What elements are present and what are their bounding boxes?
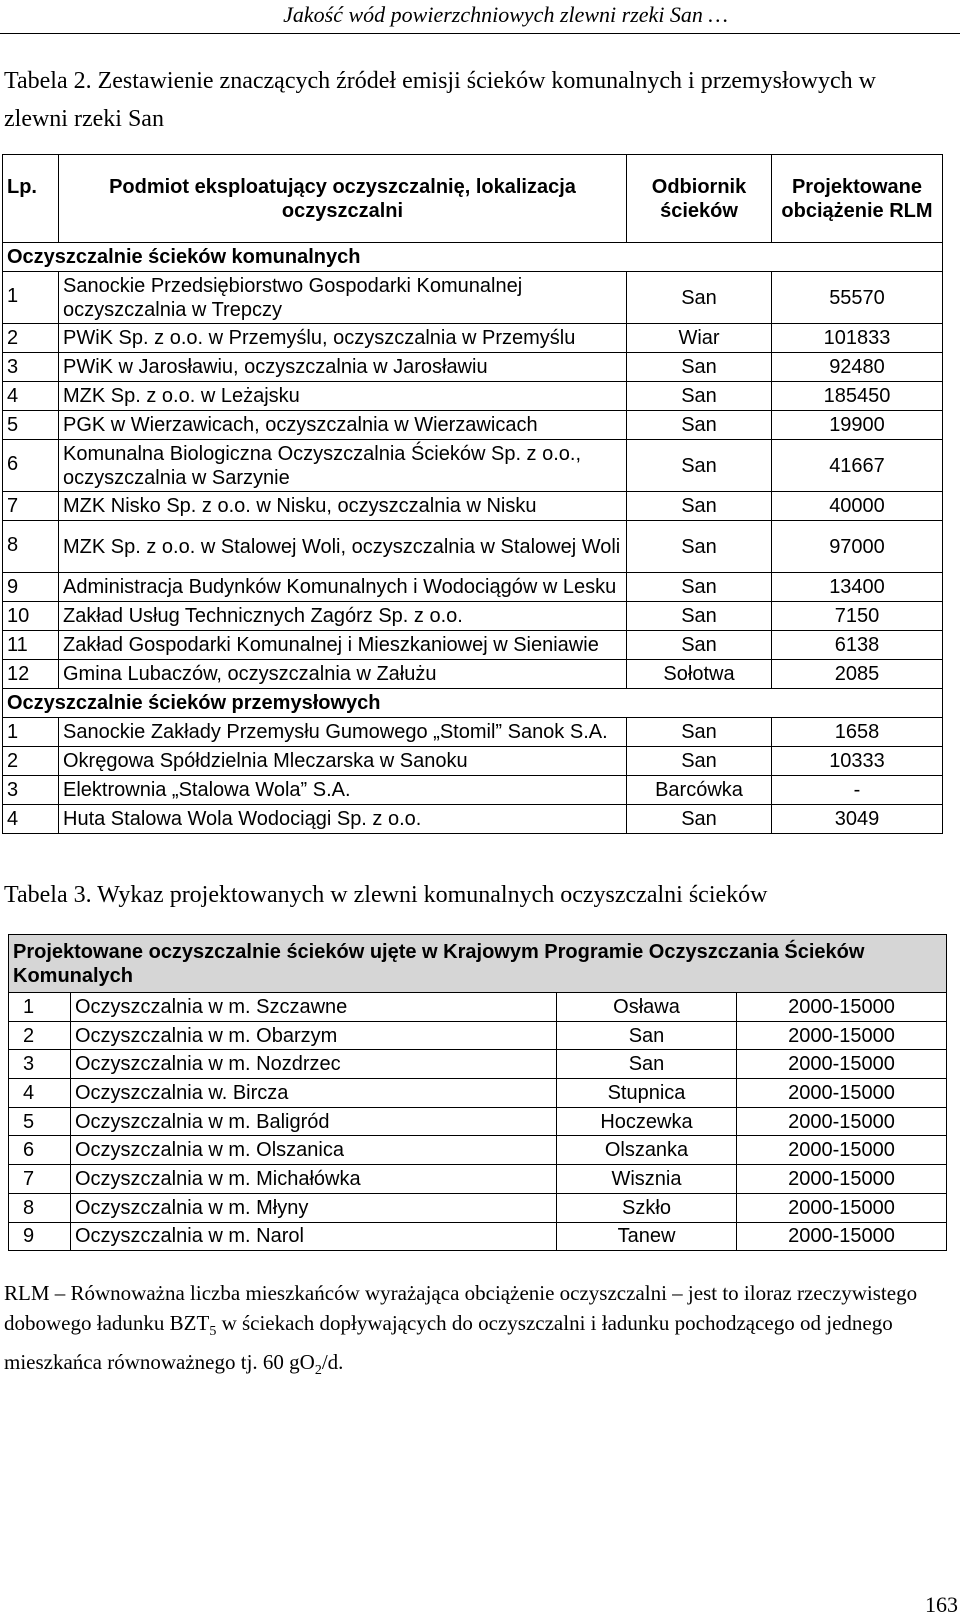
cell-rlm: 41667 <box>772 440 943 492</box>
table3-header: Projektowane oczyszczalnie ścieków ujęte w Krajowym Programie Oczyszczania Ścieków Komunalych <box>9 935 947 993</box>
cell-rlm: 2000-15000 <box>737 993 947 1022</box>
cell-rlm: - <box>772 776 943 805</box>
table-row <box>3 521 943 573</box>
cell-lp: 10 <box>3 602 59 631</box>
cell-lp: 9 <box>3 573 59 602</box>
table-row <box>9 1079 947 1108</box>
cell-receiver: San <box>627 718 772 747</box>
cell-name: MZK Sp. z o.o. w Stalowej Woli, oczyszczalnia w Stalowej Woli <box>59 521 627 573</box>
table3-header-row <box>9 935 947 993</box>
cell-lp: 4 <box>3 382 59 411</box>
table-row <box>3 573 943 602</box>
header-load: Projektowane obciążenie RLM <box>772 155 943 243</box>
cell-rlm: 2000-15000 <box>737 1050 947 1079</box>
cell-name: PGK w Wierzawicach, oczyszczalnia w Wierzawicach <box>59 411 627 440</box>
cell-lp: 3 <box>9 1050 71 1079</box>
cell-receiver: San <box>627 631 772 660</box>
cell-lp: 5 <box>9 1107 71 1136</box>
cell-name: Oczyszczalnia w m. Olszanica <box>71 1136 557 1165</box>
cell-lp: 4 <box>9 1079 71 1108</box>
table-row <box>3 660 943 689</box>
footnote-text-3: /d. <box>321 1350 344 1375</box>
table-row <box>9 993 947 1022</box>
header-entity: Podmiot eksploatujący oczyszczalnię, lokalizacja oczyszczalni <box>59 155 627 243</box>
table3-caption: Tabela 3. Wykaz projektowanych w zlewni komunalnych oczyszczalni ścieków <box>4 882 768 908</box>
cell-lp: 11 <box>3 631 59 660</box>
cell-rlm: 19900 <box>772 411 943 440</box>
section-row <box>3 689 943 718</box>
table3-body <box>9 935 947 1251</box>
header-rule <box>0 33 960 34</box>
cell-receiver: San <box>627 440 772 492</box>
cell-name: Elektrownia „Stalowa Wola” S.A. <box>59 776 627 805</box>
cell-rlm: 92480 <box>772 353 943 382</box>
cell-rlm: 185450 <box>772 382 943 411</box>
cell-lp: 1 <box>3 718 59 747</box>
cell-lp: 1 <box>3 272 59 324</box>
cell-receiver: San <box>627 747 772 776</box>
cell-receiver: Sołotwa <box>627 660 772 689</box>
cell-rlm: 2000-15000 <box>737 1021 947 1050</box>
running-header-text: Jakość wód powierzchniowych zlewni rzeki San … <box>283 2 728 27</box>
cell-rlm: 2000-15000 <box>737 1136 947 1165</box>
cell-name: Oczyszczalnia w m. Michałówka <box>71 1165 557 1194</box>
cell-lp: 9 <box>9 1222 71 1251</box>
cell-receiver: San <box>627 602 772 631</box>
cell-receiver: San <box>627 573 772 602</box>
cell-name: PWiK Sp. z o.o. w Przemyślu, oczyszczalnia w Przemyślu <box>59 324 627 353</box>
cell-lp: 2 <box>3 747 59 776</box>
table-row <box>3 353 943 382</box>
table2-header-row <box>3 155 943 243</box>
running-header <box>0 0 960 40</box>
cell-receiver: San <box>627 492 772 521</box>
cell-rlm: 2000-15000 <box>737 1079 947 1108</box>
cell-rlm: 2000-15000 <box>737 1222 947 1251</box>
cell-rlm: 2085 <box>772 660 943 689</box>
cell-lp: 12 <box>3 660 59 689</box>
header-lp: Lp. <box>3 155 59 243</box>
cell-name: Sanockie Przedsiębiorstwo Gospodarki Komunalnej oczyszczalnia w Trepczy <box>59 272 627 324</box>
cell-receiver: Osława <box>557 993 737 1022</box>
cell-receiver: San <box>627 382 772 411</box>
cell-rlm: 40000 <box>772 492 943 521</box>
cell-lp: 3 <box>3 776 59 805</box>
cell-name: Oczyszczalnia w m. Baligród <box>71 1107 557 1136</box>
cell-name: PWiK w Jarosławiu, oczyszczalnia w Jarosławiu <box>59 353 627 382</box>
table-row <box>9 1050 947 1079</box>
header-receiver: Odbiornik ścieków <box>627 155 772 243</box>
table-row <box>9 1193 947 1222</box>
cell-name: Administracja Budynków Komunalnych i Wodociągów w Lesku <box>59 573 627 602</box>
cell-receiver: Wiar <box>627 324 772 353</box>
cell-name: MZK Nisko Sp. z o.o. w Nisku, oczyszczalnia w Nisku <box>59 492 627 521</box>
table-row <box>3 631 943 660</box>
table-row <box>3 440 943 492</box>
cell-lp: 6 <box>3 440 59 492</box>
cell-lp: 5 <box>3 411 59 440</box>
table2 <box>2 154 943 834</box>
section-title: Oczyszczalnie ścieków przemysłowych <box>3 689 943 718</box>
cell-name: Oczyszczalnia w m. Obarzym <box>71 1021 557 1050</box>
cell-receiver: San <box>627 411 772 440</box>
table-row <box>9 1136 947 1165</box>
cell-receiver: Olszanka <box>557 1136 737 1165</box>
cell-name: MZK Sp. z o.o. w Leżajsku <box>59 382 627 411</box>
cell-name: Zakład Gospodarki Komunalnej i Mieszkaniowej w Sieniawie <box>59 631 627 660</box>
cell-rlm: 97000 <box>772 521 943 573</box>
cell-name: Okręgowa Spółdzielnia Mleczarska w Sanoku <box>59 747 627 776</box>
cell-lp: 8 <box>9 1193 71 1222</box>
cell-lp: 1 <box>9 993 71 1022</box>
cell-lp: 6 <box>9 1136 71 1165</box>
cell-lp: 4 <box>3 805 59 834</box>
cell-rlm: 101833 <box>772 324 943 353</box>
cell-rlm: 1658 <box>772 718 943 747</box>
table3 <box>8 934 947 1251</box>
table-row <box>3 382 943 411</box>
table-row <box>3 805 943 834</box>
cell-lp: 8 <box>3 521 59 573</box>
table-row <box>3 718 943 747</box>
table-row <box>3 272 943 324</box>
table-row <box>9 1165 947 1194</box>
footnote <box>4 1278 954 1386</box>
cell-name: Oczyszczalnia w m. Nozdrzec <box>71 1050 557 1079</box>
cell-rlm: 13400 <box>772 573 943 602</box>
cell-receiver: San <box>627 521 772 573</box>
cell-receiver: San <box>557 1050 737 1079</box>
table2-caption: Tabela 2. Zestawienie znaczących źródeł emisji ścieków komunalnych i przemysłowych w zlewni rzeki San <box>4 68 876 132</box>
cell-rlm: 2000-15000 <box>737 1193 947 1222</box>
cell-receiver: Wisznia <box>557 1165 737 1194</box>
table-row <box>3 747 943 776</box>
cell-receiver: Szkło <box>557 1193 737 1222</box>
cell-rlm: 7150 <box>772 602 943 631</box>
cell-name: Sanockie Zakłady Przemysłu Gumowego „Stomil” Sanok S.A. <box>59 718 627 747</box>
page-number: 163 <box>925 1592 958 1617</box>
cell-receiver: Barcówka <box>627 776 772 805</box>
cell-rlm: 2000-15000 <box>737 1107 947 1136</box>
cell-rlm: 2000-15000 <box>737 1165 947 1194</box>
cell-receiver: San <box>557 1021 737 1050</box>
cell-name: Oczyszczalnia w m. Młyny <box>71 1193 557 1222</box>
section-title: Oczyszczalnie ścieków komunalnych <box>3 243 943 272</box>
cell-lp: 7 <box>3 492 59 521</box>
cell-name: Huta Stalowa Wola Wodociągi Sp. z o.o. <box>59 805 627 834</box>
table-row <box>3 324 943 353</box>
cell-lp: 7 <box>9 1165 71 1194</box>
cell-lp: 3 <box>3 353 59 382</box>
cell-receiver: San <box>627 353 772 382</box>
cell-name: Oczyszczalnia w m. Szczawne <box>71 993 557 1022</box>
section-row <box>3 243 943 272</box>
cell-rlm: 3049 <box>772 805 943 834</box>
cell-rlm: 10333 <box>772 747 943 776</box>
table-row <box>3 776 943 805</box>
cell-receiver: Stupnica <box>557 1079 737 1108</box>
table-row <box>3 602 943 631</box>
cell-lp: 2 <box>3 324 59 353</box>
footnote-text-1: RLM – Równoważna liczba mieszkańców wyrażająca obciążenie oczyszczalni – jest to iloraz rzeczywistego dobowego ładunku BZT <box>4 1281 918 1335</box>
cell-receiver: San <box>627 272 772 324</box>
cell-receiver: Tanew <box>557 1222 737 1251</box>
cell-name: Oczyszczalnia w m. Narol <box>71 1222 557 1251</box>
table-row <box>9 1021 947 1050</box>
table-row <box>3 492 943 521</box>
cell-name: Oczyszczalnia w. Bircza <box>71 1079 557 1108</box>
footnote-sub-2: 2 <box>314 1363 322 1379</box>
cell-name: Zakład Usług Technicznych Zagórz Sp. z o.o. <box>59 602 627 631</box>
cell-receiver: Hoczewka <box>557 1107 737 1136</box>
cell-rlm: 6138 <box>772 631 943 660</box>
footnote-sub-1: 5 <box>209 1324 217 1340</box>
cell-name: Komunalna Biologiczna Oczyszczalnia Ścieków Sp. z o.o., oczyszczalnia w Sarzynie <box>59 440 627 492</box>
footnote-text-2: w ściekach dopływających do oczyszczalni i ładunku pochodzącego od jednego mieszkańca równoważnego tj. 60 gO <box>4 1311 893 1375</box>
table-row <box>9 1107 947 1136</box>
cell-receiver: San <box>627 805 772 834</box>
table-row <box>3 411 943 440</box>
cell-name: Gmina Lubaczów, oczyszczalnia w Załużu <box>59 660 627 689</box>
table2-body <box>3 155 943 834</box>
table-row <box>9 1222 947 1251</box>
cell-rlm: 55570 <box>772 272 943 324</box>
cell-lp: 2 <box>9 1021 71 1050</box>
